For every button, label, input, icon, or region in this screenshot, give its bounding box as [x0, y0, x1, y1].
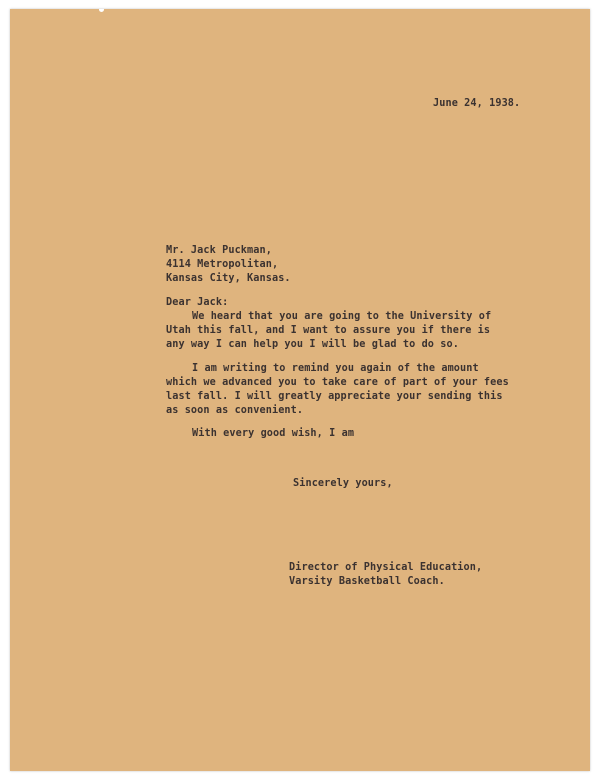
paragraph-1-line-2: Utah this fall, and I want to assure you if there is — [166, 325, 491, 336]
closing: Sincerely yours, — [293, 478, 393, 489]
recipient-street: 4114 Metropolitan, — [166, 259, 279, 270]
paragraph-3: With every good wish, I am — [192, 428, 355, 439]
paragraph-1-line-3: any way I can help you I will be glad to do so. — [166, 339, 459, 350]
letter-date: June 24, 1938. — [433, 98, 521, 109]
letter-page — [10, 9, 590, 771]
recipient-city: Kansas City, Kansas. — [166, 273, 291, 284]
signature-title-1: Director of Physical Education, — [289, 562, 483, 573]
paragraph-2-line-3: last fall. I will greatly appreciate your sending this — [166, 391, 503, 402]
salutation: Dear Jack: — [166, 297, 229, 308]
paragraph-2-line-4: as soon as convenient. — [166, 405, 304, 416]
paper-notch — [99, 9, 104, 12]
paragraph-1-line-1: We heard that you are going to the University of — [192, 311, 492, 322]
paragraph-2-line-1: I am writing to remind you again of the amount — [192, 363, 479, 374]
paragraph-2-line-2: which we advanced you to take care of part of your fees — [166, 377, 509, 388]
signature-title-2: Varsity Basketball Coach. — [289, 576, 445, 587]
recipient-name: Mr. Jack Puckman, — [166, 245, 272, 256]
